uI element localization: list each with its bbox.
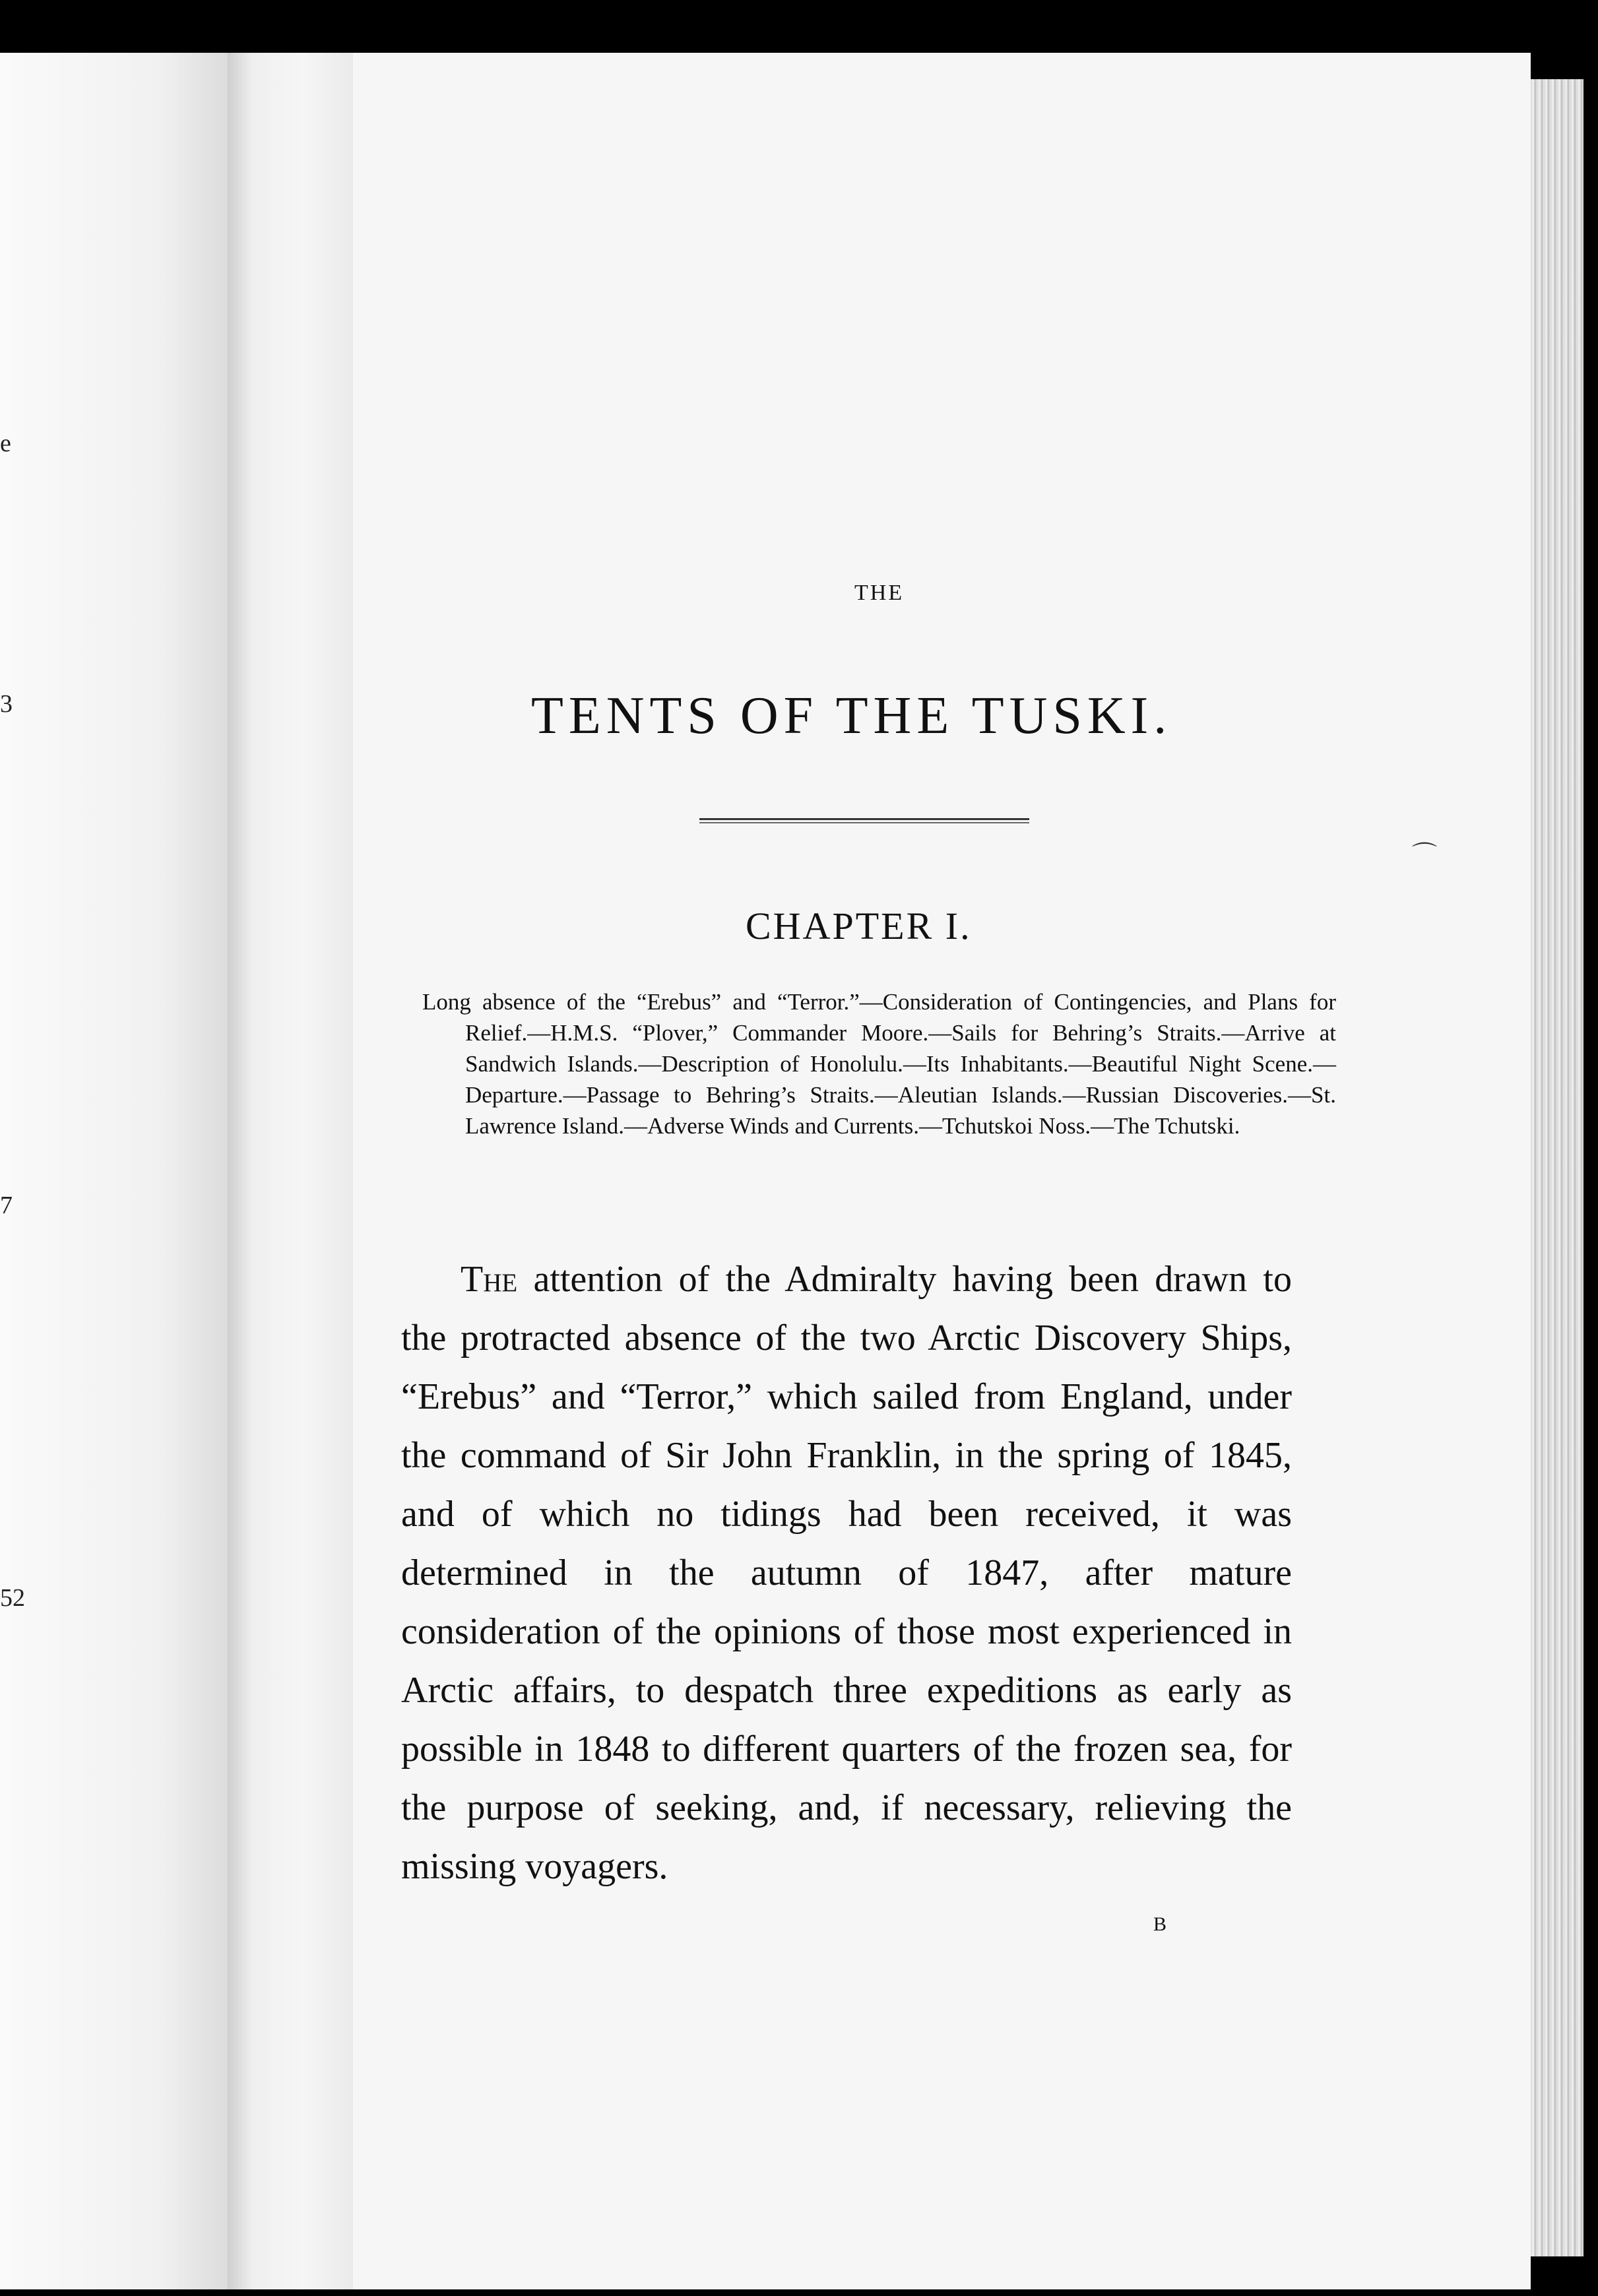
book-gutter: [228, 53, 353, 2289]
margin-dash-mark: ⌒: [1412, 842, 1438, 870]
title-rule: [699, 818, 1029, 823]
book-title: TENTS OF THE TUSKI.: [531, 687, 1172, 745]
body-paragraph: [401, 1250, 1292, 1896]
drop-lead: The: [461, 1259, 518, 1300]
page-edges: [1531, 79, 1583, 2256]
left-page: [0, 53, 228, 2289]
chapter-summary: Long absence of the “Erebus” and “Terror.”—Consideration of Contingencies, and Plans for Relief.—H.M.S. “Plover,” Commander Moore.—Sails for Behring’s Straits.—Arrive at Sandwich Islands.—Description of Honolulu.—Its Inhabitants.—Beautiful Night Scene.—Departure.—Passage to Behring’s Straits.—Aleutian Islands.—Russian Discoveries.—St. Lawrence Island.—Adverse Winds and Currents.—Tchutskoi Noss.—The Tchutski.: [422, 989, 1336, 1139]
margin-fragment: e: [0, 430, 11, 457]
signature-mark: B: [1153, 1913, 1167, 1935]
margin-fragment: 7: [0, 1192, 13, 1219]
margin-fragment: 52: [0, 1584, 25, 1612]
body-text: attention of the Admiralty having been drawn to the protracted absence of the two Arctic Discovery Ships, “Erebus” and “Terror,” which sailed from England, under the command of Sir John Franklin, in the spring of 1845, and of which no tidings had been received, it was determined in the autumn of 1847, after mature consideration of the opinions of those most experienced in Arctic affairs, to despatch three expeditions as early as possible in 1848 to different quarters of the frozen sea, for the purpose of seeking, and, if necessary, relieving the missing voyagers.: [401, 1259, 1292, 1887]
margin-fragment: 3: [0, 690, 13, 718]
title-article: THE: [854, 581, 905, 605]
right-page: [353, 53, 1531, 2289]
chapter-heading: CHAPTER I.: [746, 905, 972, 947]
